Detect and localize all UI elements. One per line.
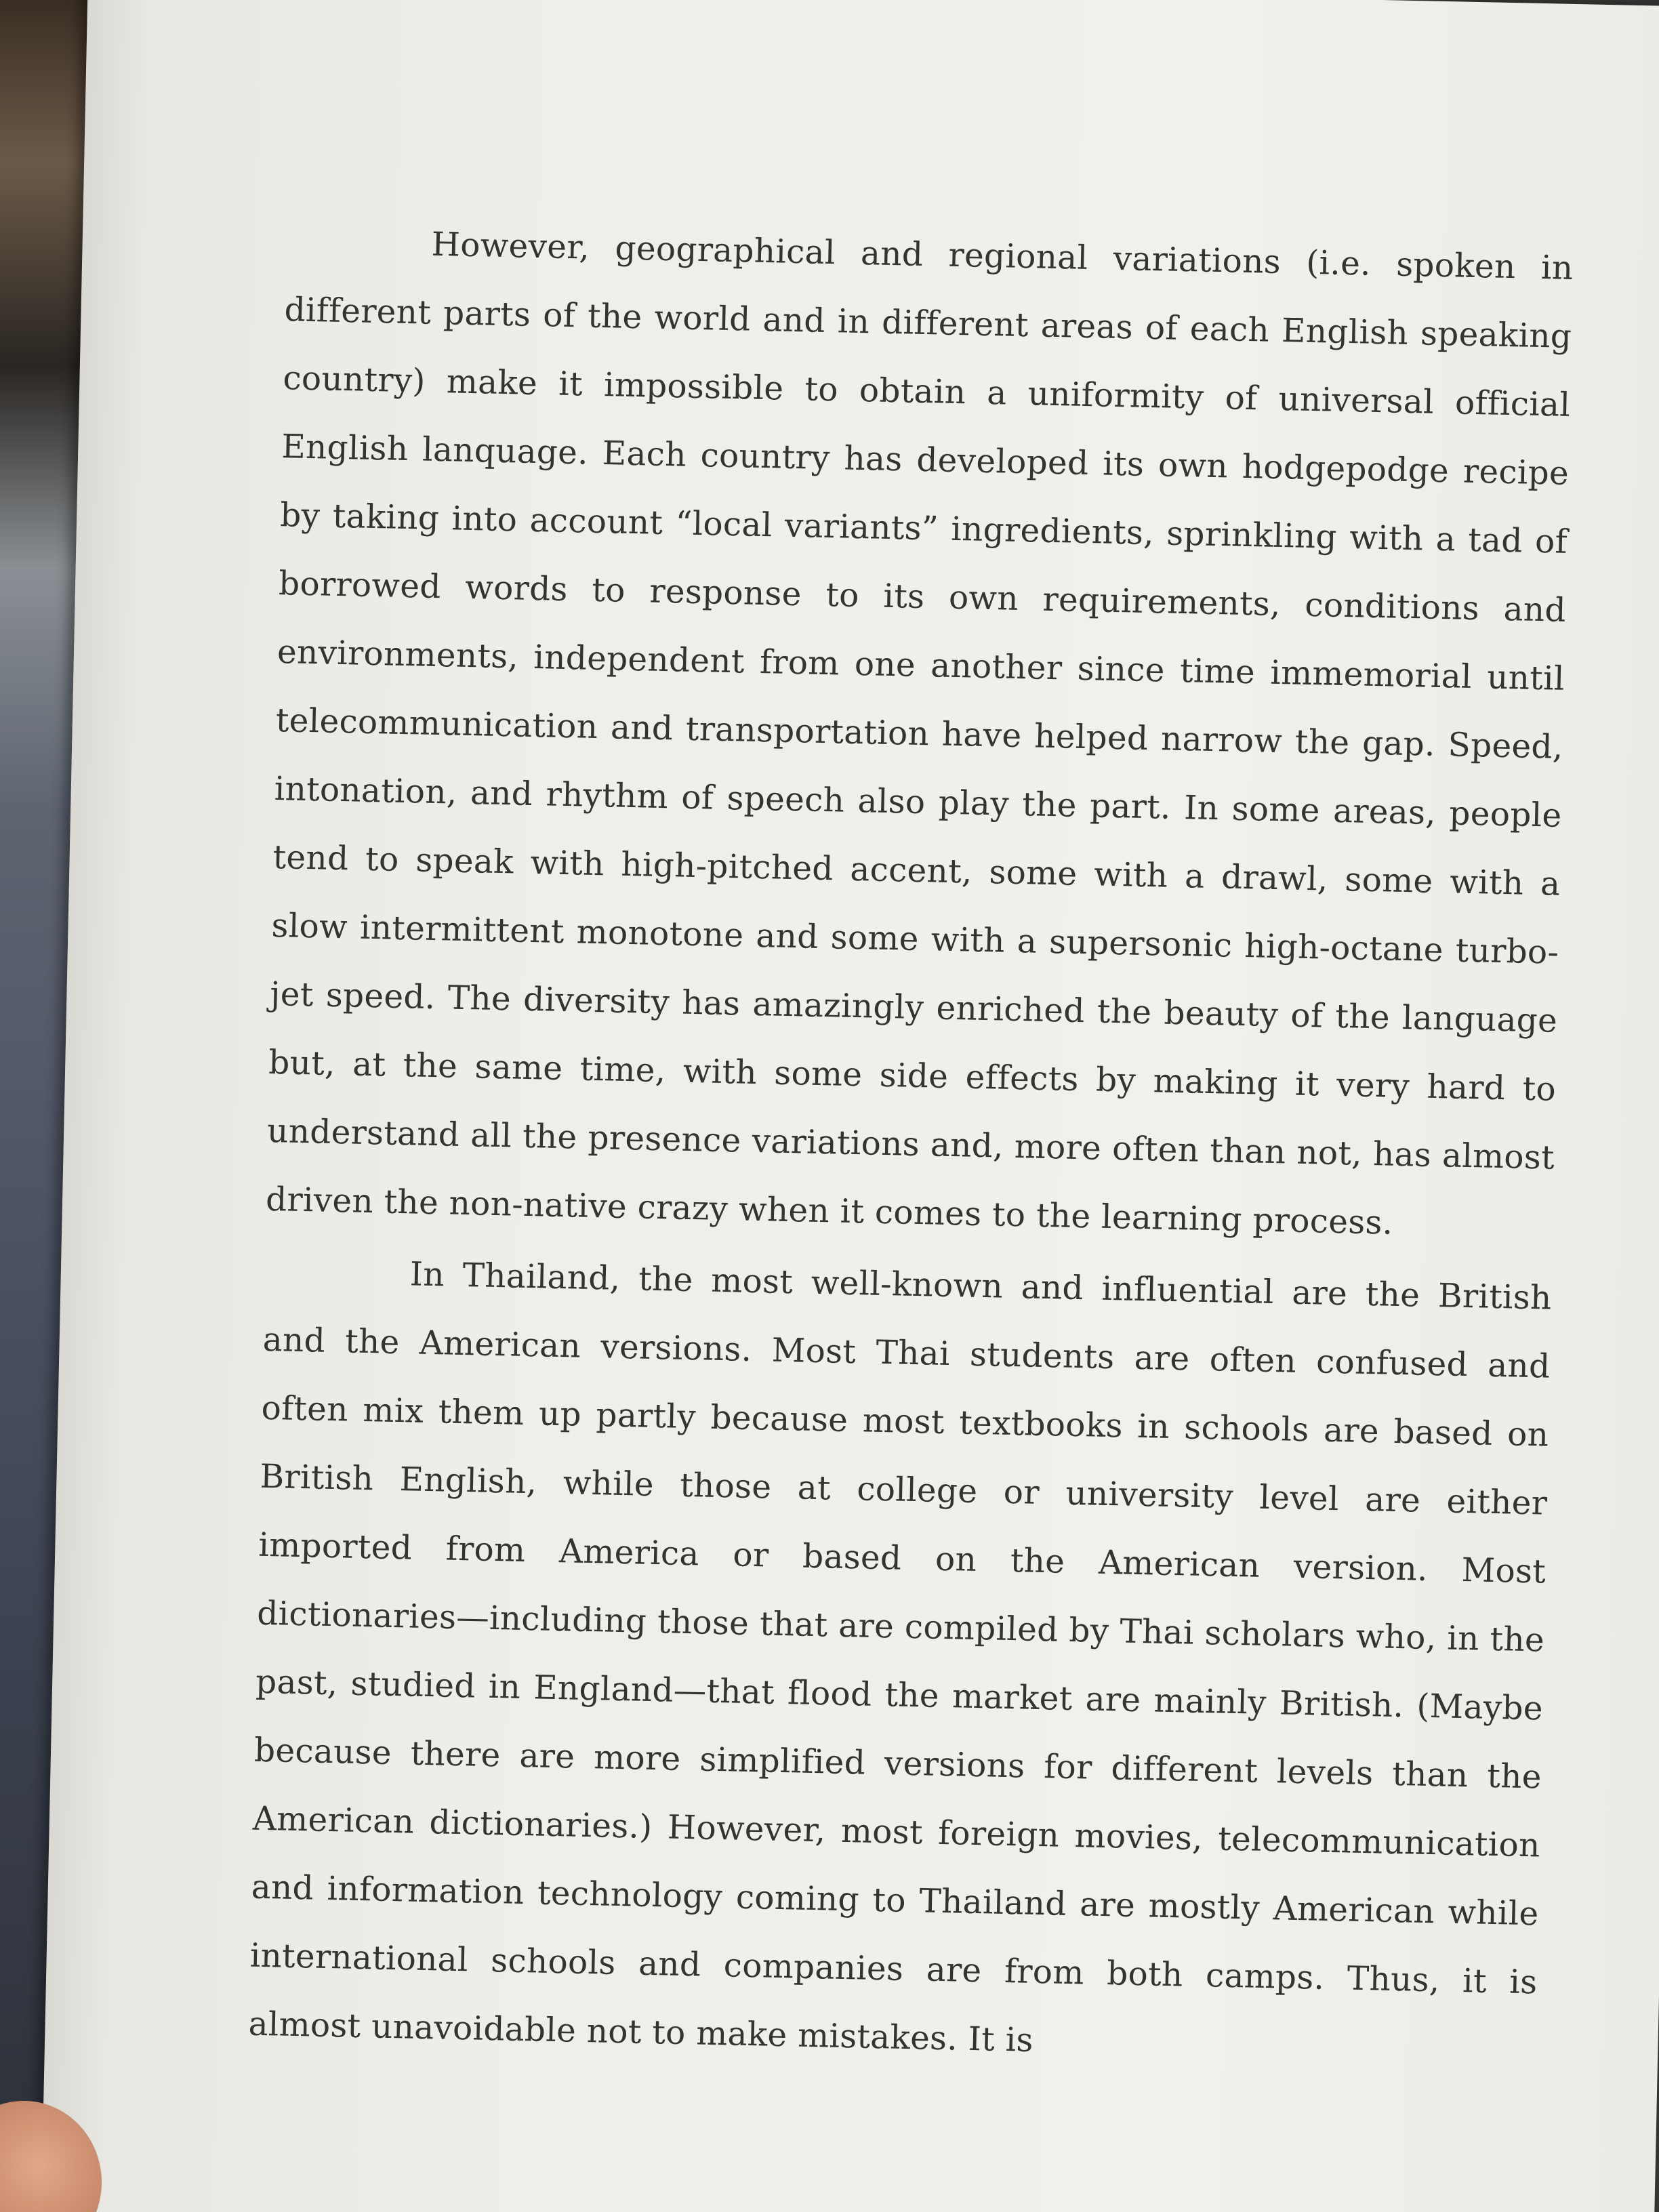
book-page [41, 0, 1659, 2212]
page-body-text [248, 207, 1574, 2085]
paragraph-thailand-versions: In Thailand, the most well-known and influential are the British and the American versions. Most Thai students are often confused and often mix them up partly because most textbooks in schools are based on British English, while those at college or university level are either imported from America or based on the American version. Most dictionaries—including those that are compiled by Thai scholars who, in the past, studied in England—that flood the market are mainly British. (Maybe because there are more simplified versions for different levels than the American dictionaries.) However, most foreign movies, telecommunication and information technology coming to Thailand are mostly American while international schools and companies are from both camps. Thus, it is almost unavoidable not to make mistakes. It is [248, 1255, 1553, 2060]
paragraph-regional-variations: However, geographical and regional variations (i.e. spoken in different parts of the world and in different areas of each English speaking country) make it impossible to obtain a uniformity of universal official English lanquage. Each country has developed its own hodgepodge recipe by taking into account “local variants” ingredients, sprinkling with a tad of borrowed words to response to its own requirements, conditions and environments, independent from one another since time immemorial until telecommunication and transportation have helped narrow the gap. Speed, intonation, and rhythm of speech also play the part. In some areas, people tend to speak with high-pitched accent, some with a drawl, some with a slow intermittent monotone and some with a supersonic high-octane turbo-jet speed. The diversity has amazingly enriched the beauty of the language but, at the same time, with some side effects by making it very hard to understand all the presence variations and, more often than not, has almost driven the non-native crazy when it comes to the learning process. [265, 225, 1574, 1242]
